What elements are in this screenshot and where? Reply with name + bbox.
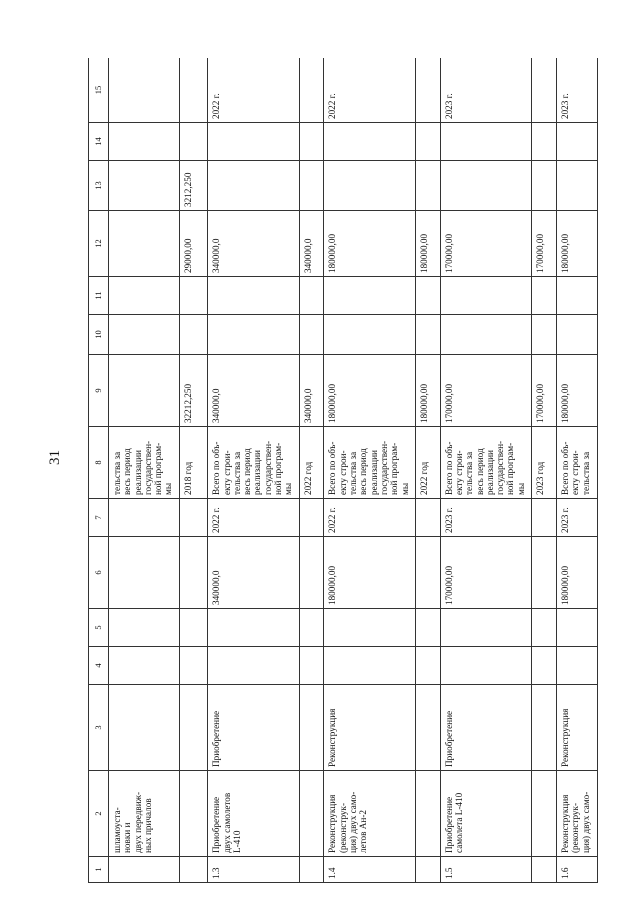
cell-col-8: Всего по объ- екту строи- тельства за	[556, 427, 597, 499]
cell-col-8: Всего по объ- екту строи- тельства за весь период реализации государствен- ной програм- мы	[440, 427, 532, 499]
cell-col-5	[440, 609, 532, 647]
table-body	[109, 58, 598, 883]
cell-col-9: 170000,00	[532, 355, 557, 427]
cell-col-10	[179, 315, 208, 355]
cell-col-10	[532, 315, 557, 355]
cell-col-10	[440, 315, 532, 355]
cell-col-7: 2022 г.	[324, 499, 416, 537]
cell-col-1	[416, 857, 441, 883]
cell-col-1	[109, 857, 180, 883]
column-header-4: 4	[89, 647, 109, 685]
cell-col-6	[179, 537, 208, 609]
column-header-1: 1	[89, 857, 109, 883]
cell-col-11	[556, 277, 597, 315]
cell-col-4	[299, 647, 324, 685]
cell-col-7	[179, 499, 208, 537]
cell-col-4	[109, 647, 180, 685]
data-table	[88, 58, 598, 883]
cell-col-2	[532, 771, 557, 857]
table-row	[208, 58, 300, 883]
column-header-7: 7	[89, 499, 109, 537]
cell-col-10	[208, 315, 300, 355]
cell-col-13	[208, 161, 300, 211]
column-header-15: 15	[89, 58, 109, 123]
cell-col-12: 340000,0	[208, 211, 300, 277]
cell-col-10	[324, 315, 416, 355]
cell-col-4	[532, 647, 557, 685]
cell-col-1	[179, 857, 208, 883]
cell-col-4	[416, 647, 441, 685]
header-row	[89, 58, 109, 883]
cell-col-2: Приобретение самолета L-410	[440, 771, 532, 857]
table-row	[532, 58, 557, 883]
rotated-table-frame	[88, 58, 598, 883]
cell-col-6	[109, 537, 180, 609]
column-header-3: 3	[89, 685, 109, 771]
cell-col-5	[324, 609, 416, 647]
cell-col-13	[532, 161, 557, 211]
cell-col-9: 180000,00	[556, 355, 597, 427]
cell-col-15	[179, 58, 208, 123]
cell-col-2: Приобретение двух самолетов L-410	[208, 771, 300, 857]
cell-col-13: 3212,250	[179, 161, 208, 211]
cell-col-7: 2022 г.	[208, 499, 300, 537]
table-row	[556, 58, 597, 883]
column-header-14: 14	[89, 123, 109, 161]
page-number: 31	[47, 450, 63, 465]
cell-col-4	[179, 647, 208, 685]
column-header-10: 10	[89, 315, 109, 355]
cell-col-4	[556, 647, 597, 685]
cell-col-5	[416, 609, 441, 647]
cell-col-8: 2022 год	[416, 427, 441, 499]
cell-col-12: 170000,00	[440, 211, 532, 277]
cell-col-6: 180000,00	[324, 537, 416, 609]
cell-col-5	[179, 609, 208, 647]
cell-col-9: 180000,00	[324, 355, 416, 427]
cell-col-2	[179, 771, 208, 857]
cell-col-9	[109, 355, 180, 427]
cell-col-15	[109, 58, 180, 123]
cell-col-15	[299, 58, 324, 123]
cell-col-14	[299, 123, 324, 161]
cell-col-3	[299, 685, 324, 771]
cell-col-8: 2023 год	[532, 427, 557, 499]
cell-col-6: 340000,0	[208, 537, 300, 609]
cell-col-3: Реконструкция	[556, 685, 597, 771]
cell-col-7	[532, 499, 557, 537]
cell-col-15: 2023 г.	[440, 58, 532, 123]
cell-col-1	[532, 857, 557, 883]
cell-col-2: Реконструкция (реконструк- ция) двух само- летов Ан-2	[324, 771, 416, 857]
cell-col-9: 32212,250	[179, 355, 208, 427]
cell-col-6: 170000,00	[440, 537, 532, 609]
cell-col-2	[416, 771, 441, 857]
cell-col-11	[324, 277, 416, 315]
cell-col-11	[416, 277, 441, 315]
column-header-6: 6	[89, 537, 109, 609]
cell-col-3	[416, 685, 441, 771]
cell-col-11	[179, 277, 208, 315]
cell-col-2: Реконструкция (реконструк- ция) двух само-	[556, 771, 597, 857]
cell-col-14	[440, 123, 532, 161]
cell-col-12: 180000,00	[416, 211, 441, 277]
table-row	[179, 58, 208, 883]
cell-col-15: 2023 г.	[556, 58, 597, 123]
cell-col-8: тельства за весь период реализации государствен- ной програм- мы	[109, 427, 180, 499]
cell-col-7	[416, 499, 441, 537]
column-header-8: 8	[89, 427, 109, 499]
cell-col-13	[416, 161, 441, 211]
cell-col-8: Всего по объ- екту строи- тельства за весь период реализации государствен- ной програм- мы	[324, 427, 416, 499]
cell-col-2	[299, 771, 324, 857]
cell-col-10	[299, 315, 324, 355]
cell-col-10	[416, 315, 441, 355]
cell-col-12: 180000,00	[556, 211, 597, 277]
column-header-11: 11	[89, 277, 109, 315]
cell-col-7: 2023 г.	[556, 499, 597, 537]
cell-col-15	[416, 58, 441, 123]
cell-col-5	[299, 609, 324, 647]
table-row	[299, 58, 324, 883]
cell-col-8: Всего по объ- екту строи- тельства за весь период реализации государствен- ной програм- мы	[208, 427, 300, 499]
cell-col-14	[109, 123, 180, 161]
cell-col-10	[109, 315, 180, 355]
cell-col-1: 1.4	[324, 857, 416, 883]
cell-col-13	[324, 161, 416, 211]
cell-col-3	[109, 685, 180, 771]
table-container	[88, 58, 598, 883]
cell-col-7: 2023 г.	[440, 499, 532, 537]
cell-col-5	[208, 609, 300, 647]
cell-col-14	[208, 123, 300, 161]
cell-col-11	[208, 277, 300, 315]
cell-col-12: 340000,0	[299, 211, 324, 277]
column-header-9: 9	[89, 355, 109, 427]
cell-col-15: 2022 г.	[208, 58, 300, 123]
cell-col-4	[324, 647, 416, 685]
cell-col-6	[299, 537, 324, 609]
column-header-13: 13	[89, 161, 109, 211]
cell-col-2: шламоуста- новки и двух передвиж- ных причалов	[109, 771, 180, 857]
column-header-5: 5	[89, 609, 109, 647]
cell-col-3: Приобретение	[208, 685, 300, 771]
cell-col-12: 170000,00	[532, 211, 557, 277]
cell-col-1: 1.3	[208, 857, 300, 883]
cell-col-13	[556, 161, 597, 211]
cell-col-9: 170000,00	[440, 355, 532, 427]
cell-col-10	[556, 315, 597, 355]
cell-col-8: 2022 год	[299, 427, 324, 499]
cell-col-14	[324, 123, 416, 161]
column-header-2: 2	[89, 771, 109, 857]
table-row	[324, 58, 416, 883]
cell-col-12: 180000,00	[324, 211, 416, 277]
cell-col-9: 340000,0	[299, 355, 324, 427]
table-row	[440, 58, 532, 883]
cell-col-14	[416, 123, 441, 161]
cell-col-11	[440, 277, 532, 315]
cell-col-4	[208, 647, 300, 685]
cell-col-13	[109, 161, 180, 211]
cell-col-14	[556, 123, 597, 161]
cell-col-6	[532, 537, 557, 609]
cell-col-13	[299, 161, 324, 211]
cell-col-11	[299, 277, 324, 315]
cell-col-11	[532, 277, 557, 315]
cell-col-7	[109, 499, 180, 537]
cell-col-3	[179, 685, 208, 771]
cell-col-15: 2022 г.	[324, 58, 416, 123]
cell-col-3: Приобретение	[440, 685, 532, 771]
cell-col-5	[532, 609, 557, 647]
cell-col-5	[556, 609, 597, 647]
cell-col-1: 1.5	[440, 857, 532, 883]
cell-col-1: 1.6	[556, 857, 597, 883]
cell-col-13	[440, 161, 532, 211]
table-row	[416, 58, 441, 883]
cell-col-14	[179, 123, 208, 161]
table-row	[109, 58, 180, 883]
column-header-12: 12	[89, 211, 109, 277]
cell-col-4	[440, 647, 532, 685]
cell-col-1	[299, 857, 324, 883]
cell-col-14	[532, 123, 557, 161]
cell-col-8: 2018 год	[179, 427, 208, 499]
cell-col-5	[109, 609, 180, 647]
cell-col-12	[109, 211, 180, 277]
cell-col-6: 180000,00	[556, 537, 597, 609]
cell-col-3: Реконструкция	[324, 685, 416, 771]
cell-col-12: 29000,00	[179, 211, 208, 277]
cell-col-15	[532, 58, 557, 123]
cell-col-7	[299, 499, 324, 537]
cell-col-9: 340000,0	[208, 355, 300, 427]
cell-col-6	[416, 537, 441, 609]
cell-col-11	[109, 277, 180, 315]
cell-col-3	[532, 685, 557, 771]
cell-col-9: 180000,00	[416, 355, 441, 427]
